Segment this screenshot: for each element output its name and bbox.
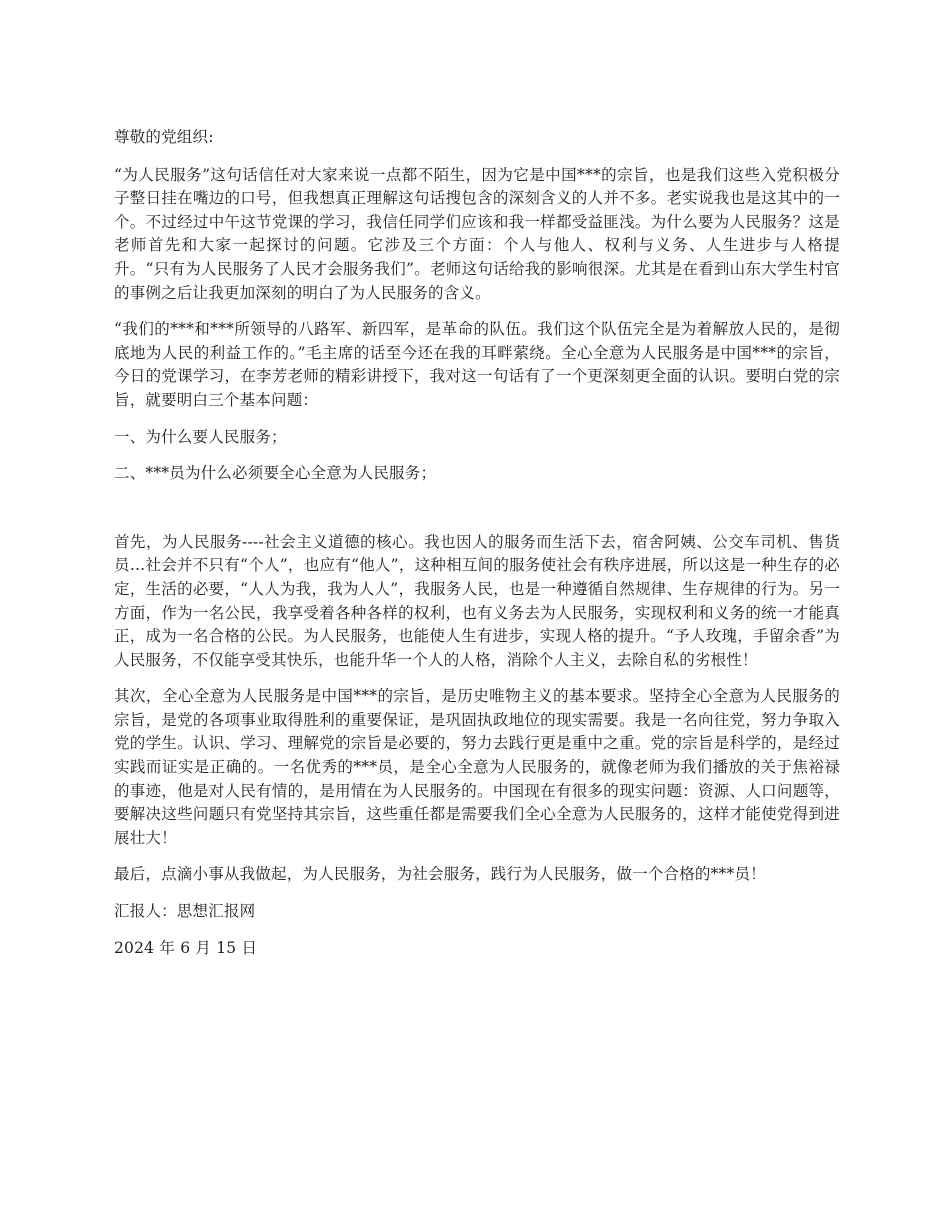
document-page	[114, 126, 840, 973]
paragraph-first: 首先，为人民服务----社会主义道德的核心。我也因人的服务而生活下去，宿舍阿姨、公交车司机、售货员…社会并不只有“个人”，也应有“他人”，这种相互间的服务使社会有秩序进展，所以这是一种生存的必定，生活的必要，“人人为我，我为人人”，我服务人民，也是一种遵循自然规律、生存规律的行为。另一方面，作为一名公民，我享受着各种各样的权利，也有义务去为人民服务，实现权利和义务的统一才能真正，成为一名合格的公民。为人民服务，也能使人生有进步，实现人格的提升。“予人玫瑰，手留余香”为人民服务，不仅能享受其快乐，也能升华一个人的人格，消除个人主义，去除自私的劣根性！	[114, 532, 840, 669]
paragraph-quote: “我们的***和***所领导的八路军、新四军，是革命的队伍。我们这个队伍完全是为着解放人民的，是彻底地为人民的利益工作的。”毛主席的话至今还在我的耳畔萦绕。全心全意为人民服务是中国***的宗旨，今日的党课学习，在李芳老师的精彩讲授下，我对这一句话有了一个更深刻更全面的认识。要明白党的宗旨，就要明白三个基本问题：	[114, 320, 840, 409]
reporter-signature: 汇报人：思想汇报网	[114, 902, 256, 921]
list-item-2: 二、***员为什么必须要全心全意为人民服务；	[114, 464, 437, 483]
paragraph-last: 最后，点滴小事从我做起，为人民服务，为社会服务，践行为人民服务，做一个合格的***员！	[114, 865, 766, 884]
report-date: 2024 年 6 月 15 日	[114, 938, 258, 957]
blank-gap	[114, 499, 840, 531]
paragraph-intro: “为人民服务”这句话信任对大家来说一点都不陌生，因为它是中国***的宗旨，也是我们这些入党积极分子整日挂在嘴边的口号，但我想真正理解这句话搜包含的深刻含义的人并不多。老实说我也是这其中的一个。不过经过中午这节党课的学习，我信任同学们应该和我一样都受益匪浅。为什么要为人民服务？这是老师首先和大家一起探讨的问题。它涉及三个方面：个人与他人、权利与义务、人生进步与人格提升。“只有为人民服务了人民才会服务我们”。老师这句话给我的影响很深。尤其是在看到山东大学生村官的事例之后让我更加深刻的明白了为人民服务的含义。	[114, 165, 840, 302]
list-item-1: 一、为什么要人民服务；	[114, 427, 287, 446]
paragraph-second: 其次，全心全意为人民服务是中国***的宗旨，是历史唯物主义的基本要求。坚持全心全意为人民服务的宗旨，是党的各项事业取得胜利的重要保证，是巩固执政地位的现实需要。我是一名向往党，努力争取入党的学生。认识、学习、理解党的宗旨是必要的，努力去践行更是重中之重。党的宗旨是科学的，是经过实践而证实是正确的。一名优秀的***员，是全心全意为人民服务的，就像老师为我们播放的关于焦裕禄的事迹，他是对人民有情的，是用情在为人民服务的。中国现在有很多的现实问题：资源、人口问题等，要解决这些问题只有党坚持其宗旨，这些重任都是需要我们全心全意为人民服务的，这样才能使党得到进展壮大！	[114, 687, 840, 847]
salutation: 尊敬的党组织:	[114, 128, 214, 146]
